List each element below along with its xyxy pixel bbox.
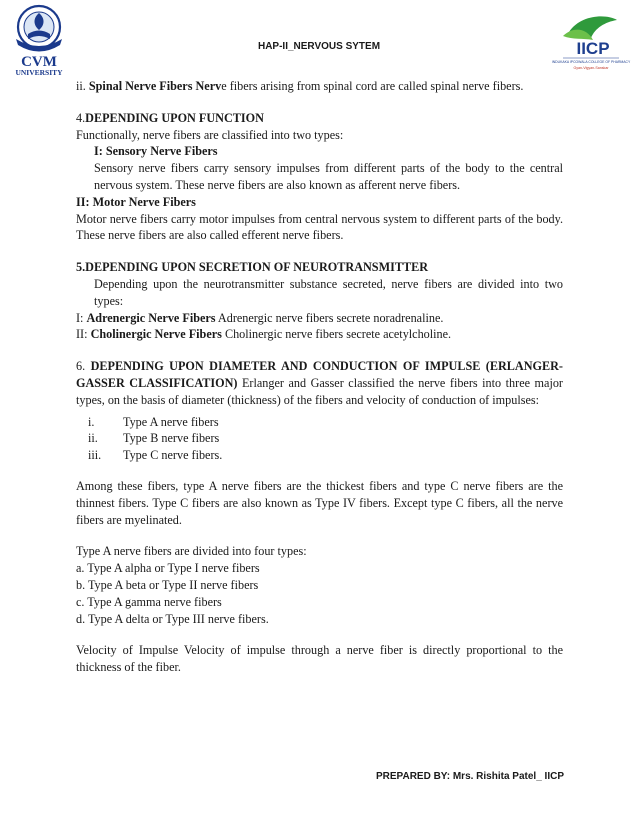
sensory-heading: I: Sensory Nerve Fibers [94, 144, 218, 159]
sensory-paragraph: Sensory nerve fibers carry sensory impulses from different parts of the body to the central nervous system. These nerve fibers are also known as afferent nerve fibers. [94, 161, 563, 192]
svg-text:CVM: CVM [21, 54, 57, 70]
type-a-item: d. Type A delta or Type III nerve fibers. [76, 611, 269, 626]
among-fibers-paragraph: Among these fibers, type A nerve fibers are the thickest fibers and type C nerve fibers are the thinnest fibers. Type C fibers are also known as Type IV fibers. Except type C fibers, all the nerve fibers are myelinated. [76, 479, 563, 527]
page-header-title: HAP-II_NERVOUS SYTEM [257, 41, 381, 52]
motor-heading: II: Motor Nerve Fibers [76, 194, 196, 209]
spinal-nerve-paragraph: ii. Spinal Nerve Fibers Nerve fibers arising from spinal cord are called spinal nerve fibers. [76, 79, 524, 93]
svg-text:INDUKAKA IPCOWALA COLLEGE OF P: INDUKAKA IPCOWALA COLLEGE OF PHARMACY [551, 60, 631, 64]
document-body [76, 78, 563, 676]
list-item: iii. Type C nerve fibers. [88, 447, 223, 462]
cvm-university-logo [4, 3, 74, 77]
iicp-logo [551, 12, 631, 70]
section-4-intro: Functionally, nerve fibers are classified into two types: [76, 127, 344, 142]
page-footer: PREPARED BY: Mrs. Rishita Patel_ IICP [375, 771, 564, 782]
list-item: i. Type A nerve fibers [88, 414, 219, 429]
list-item: ii. Type B nerve fibers [88, 431, 220, 446]
adrenergic-paragraph: I: Adrenergic Nerve Fibers Adrenergic nerve fibers secrete noradrenaline. [76, 310, 444, 325]
type-a-intro: Type A nerve fibers are divided into four types: [76, 544, 307, 559]
motor-paragraph: Motor nerve fibers carry motor impulses from central nervous system to different parts of the body. These nerve fibers are also called efferent nerve fibers. [76, 211, 563, 243]
section-5-heading: 5.DEPENDING UPON SECRETION OF NEUROTRANSMITTER [76, 260, 429, 275]
svg-text:Gyan-Vigyan-Sanskar: Gyan-Vigyan-Sanskar [573, 66, 609, 70]
type-a-item: a. Type A alpha or Type I nerve fibers [76, 561, 260, 576]
nerve-fiber-types-list [76, 414, 563, 464]
svg-text:UNIVERSITY: UNIVERSITY [15, 68, 63, 77]
section-5-intro: Depending upon the neurotransmitter substance secreted, nerve fibers are divided into two types: [94, 276, 563, 308]
type-a-item: b. Type A beta or Type II nerve fibers [76, 578, 259, 593]
type-a-item: c. Type A gamma nerve fibers [76, 594, 222, 609]
section-4-heading: 4.DEPENDING UPON FUNCTION [76, 110, 264, 125]
velocity-paragraph: Velocity of Impulse Velocity of impulse through a nerve fiber is directly proportional to the thickness of the fiber. [76, 643, 563, 675]
cholinergic-paragraph: II: Cholinergic Nerve Fibers Cholinergic nerve fibers secrete acetylcholine. [76, 327, 452, 342]
section-6-paragraph: 6. DEPENDING UPON DIAMETER AND CONDUCTION OF IMPULSE (ERLANGER-GASSER CLASSIFICATION) Erlanger and Gasser classified the nerve fibers into three major types, on the basis of diameter (thickness) of the fibers and velocity of conduction of impulses: [76, 359, 563, 407]
svg-text:IICP: IICP [576, 39, 610, 58]
